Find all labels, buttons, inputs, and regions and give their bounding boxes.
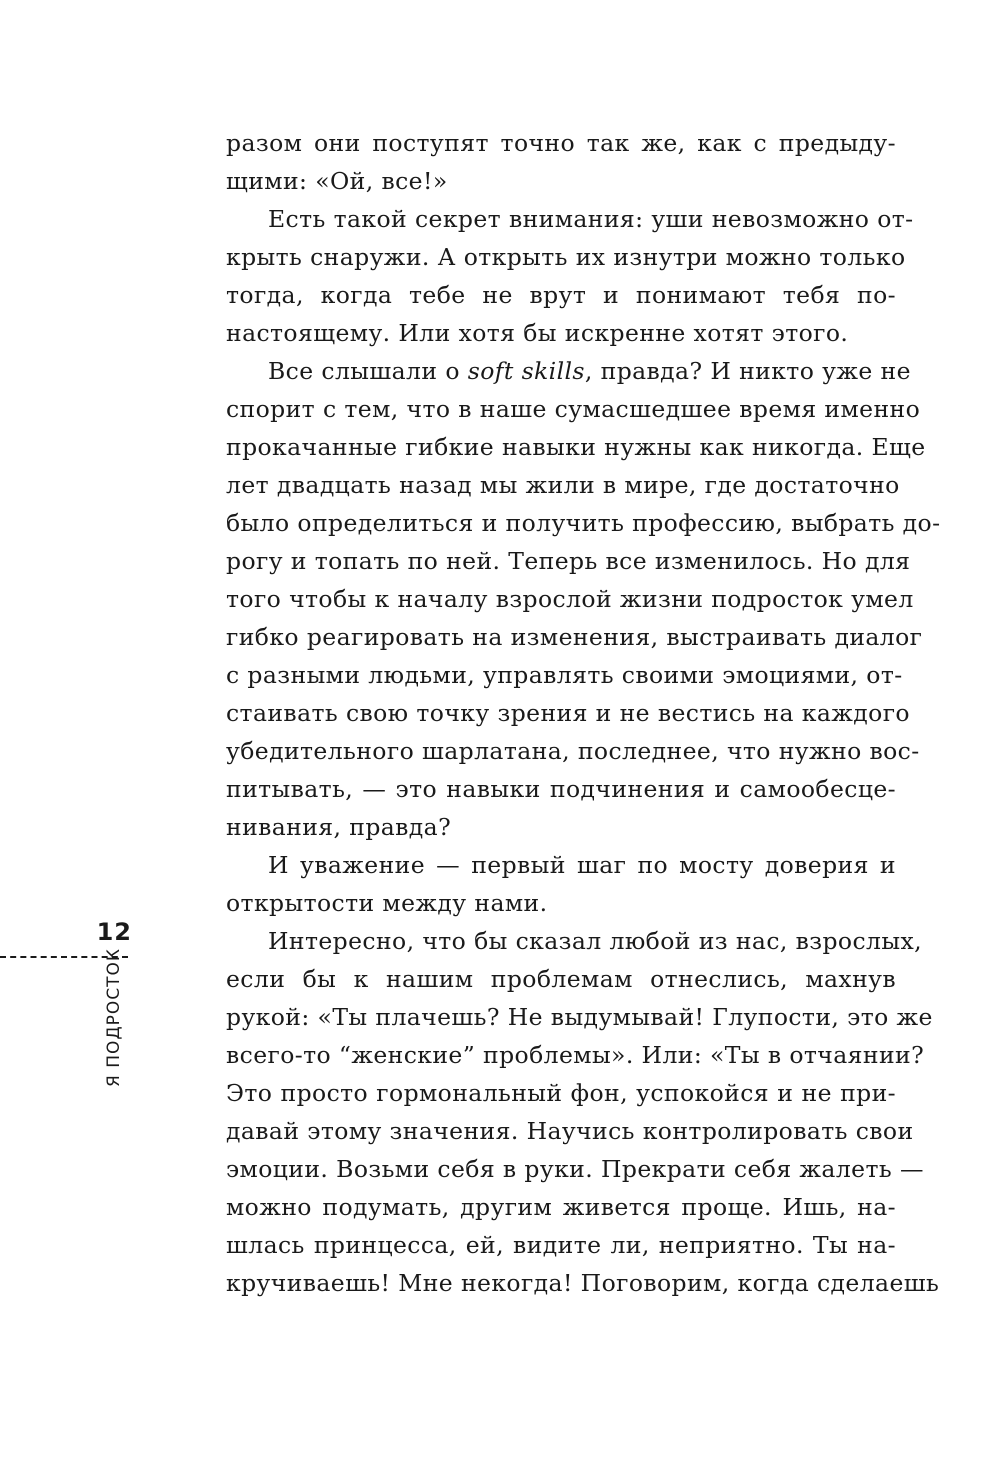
paragraph bbox=[226, 922, 940, 1302]
text-line: настоящему. Или хотя бы искренне хотят этого. bbox=[226, 319, 849, 347]
italic-term: soft skills bbox=[467, 357, 585, 385]
text-line: крыть снаружи. А открыть их изнутри можно только bbox=[226, 243, 906, 271]
paragraph bbox=[226, 352, 941, 846]
paragraph bbox=[226, 846, 896, 922]
body-text bbox=[226, 124, 941, 1302]
text-line: всего-то “женские” проблемы». Или: «Ты в отчаянии? bbox=[226, 1041, 925, 1069]
text-line: разом они поступят точно так же, как с предыду- bbox=[226, 129, 896, 157]
text-line: эмоции. Возьми себя в руки. Прекрати себя жалеть — bbox=[226, 1155, 924, 1183]
text-line: можно подумать, другим живется проще. Ишь, на- bbox=[226, 1193, 896, 1221]
text-line: давай этому значения. Научись контролировать свои bbox=[226, 1117, 914, 1145]
text-line: кручиваешь! Мне некогда! Поговорим, когда сделаешь bbox=[226, 1269, 940, 1297]
text-line: И уважение — первый шаг по мосту доверия и bbox=[268, 851, 896, 879]
text-line: убедительного шарлатана, последнее, что нужно вос- bbox=[226, 737, 920, 765]
text-line: тогда, когда тебе не врут и понимают тебя по- bbox=[226, 281, 896, 309]
text-line: прокачанные гибкие навыки нужны как никогда. Еще bbox=[226, 433, 926, 461]
text-line: питывать, — это навыки подчинения и самообесце- bbox=[226, 775, 896, 803]
text-line: было определиться и получить профессию, выбрать до- bbox=[226, 509, 941, 537]
text-line: спорит с тем, что в наше сумасшедшее время именно bbox=[226, 395, 921, 423]
text-line: шлась принцесса, ей, видите ли, неприятно. Ты на- bbox=[226, 1231, 896, 1259]
paragraph bbox=[226, 200, 914, 352]
text-line: Это просто гормональный фон, успокойся и не при- bbox=[226, 1079, 896, 1107]
text-line: нивания, правда? bbox=[226, 813, 452, 841]
text-line: с разными людьми, управлять своими эмоциями, от- bbox=[226, 661, 903, 689]
paragraph bbox=[226, 124, 896, 200]
text-line: стаивать свою точку зрения и не вестись на каждого bbox=[226, 699, 910, 727]
text-line: открытости между нами. bbox=[226, 889, 548, 917]
text-line: Интересно, что бы сказал любой из нас, взрослых, bbox=[268, 927, 922, 955]
text-line-with-italic: Все слышали о soft skills, правда? И никто уже не bbox=[268, 357, 911, 385]
page-number: 12 bbox=[96, 918, 132, 946]
running-head: Я ПОДРОСТОК bbox=[104, 948, 124, 1087]
text-line: лет двадцать назад мы жили в мире, где достаточно bbox=[226, 471, 900, 499]
text-line: того чтобы к началу взрослой жизни подросток умел bbox=[226, 585, 914, 613]
text-line: рукой: «Ты плачешь? Не выдумывай! Глупости, это же bbox=[226, 1003, 933, 1031]
text-line: щими: «Ой, все!» bbox=[226, 167, 448, 195]
text-line: рогу и топать по ней. Теперь все изменилось. Но для bbox=[226, 547, 911, 575]
text-line: гибко реагировать на изменения, выстраивать диалог bbox=[226, 623, 923, 651]
text-line: Есть такой секрет внимания: уши невозможно от- bbox=[268, 205, 914, 233]
text-line: если бы к нашим проблемам отнеслись, махнув bbox=[226, 965, 896, 993]
